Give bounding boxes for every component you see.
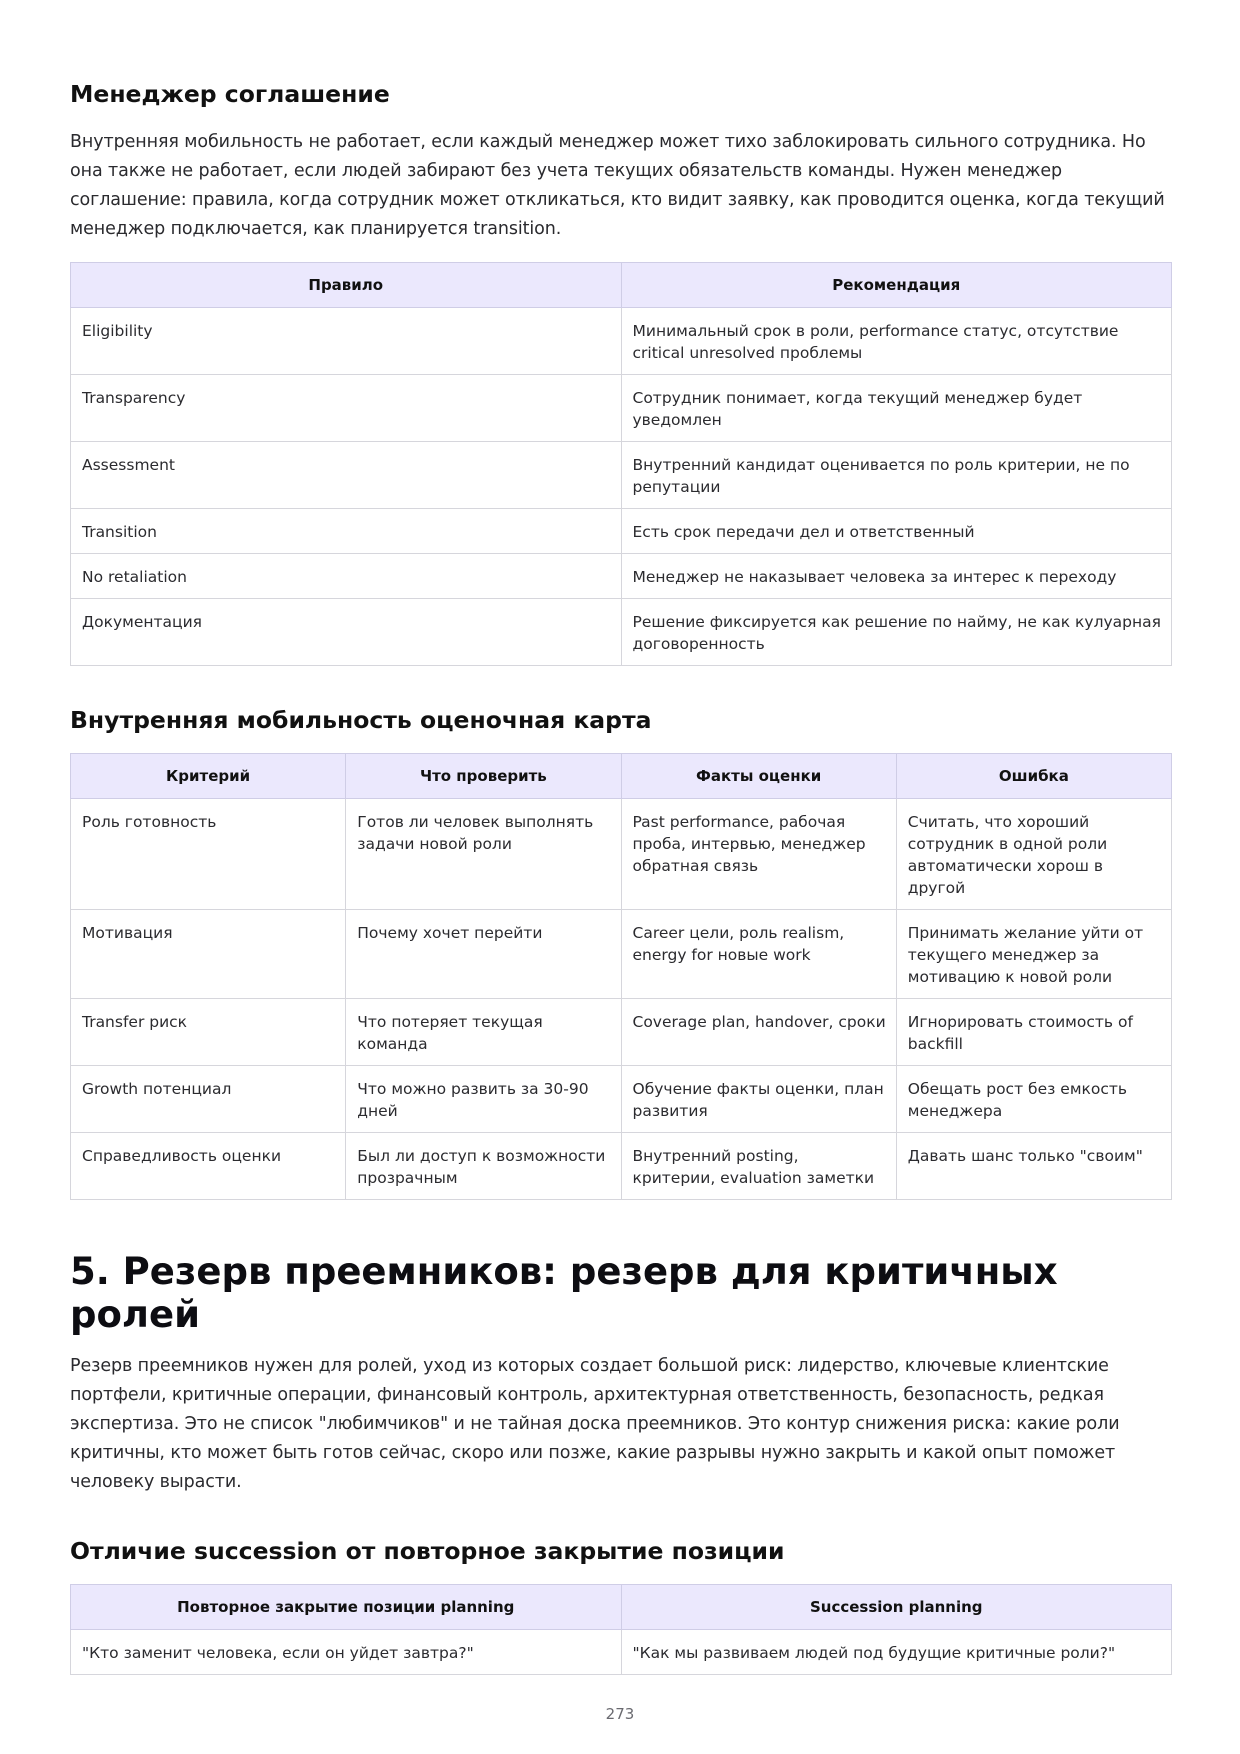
table-cell: Coverage plan, handover, сроки bbox=[621, 999, 896, 1066]
table-cell: Eligibility bbox=[71, 308, 622, 375]
table-cell: Принимать желание уйти от текущего менеджер за мотивацию к новой роли bbox=[896, 910, 1171, 999]
table-row bbox=[71, 442, 1172, 509]
table-row bbox=[71, 999, 1172, 1066]
table-row bbox=[71, 554, 1172, 599]
table-cell: Игнорировать стоимость of backfill bbox=[896, 999, 1171, 1066]
table-row bbox=[71, 1066, 1172, 1133]
succession-paragraph: Резерв преемников нужен для ролей, уход из которых создает большой риск: лидерство, ключевые клиентские портфели, критичные операции, финансовый контроль, архитектурная ответственность, безопасность, редкая экспертиза. Это не список "любимчиков" и не тайная доска преемников. Это контур снижения риска: какие роли критичны, кто может быть готов сейчас, скоро или позже, какие разрывы нужно закрыть и какой опыт поможет человеку вырасти. bbox=[70, 1356, 1120, 1492]
table-cell: Считать, что хороший сотрудник в одной роли автоматически хорош в другой bbox=[896, 799, 1171, 910]
table-row bbox=[71, 599, 1172, 666]
table-header-row bbox=[71, 754, 1172, 799]
table-cell: Что можно развить за 30-90 дней bbox=[346, 1066, 621, 1133]
table-header-row bbox=[71, 263, 1172, 308]
table-row bbox=[71, 799, 1172, 910]
agreement-paragraph: Внутренняя мобильность не работает, если каждый менеджер может тихо заблокировать сильного сотрудника. Но она также не работает, если людей забирают без учета текущих обязательств команды. Нужен менеджер соглашение: правила, когда сотрудник может откликаться, кто видит заявку, как проводится оценка, когда текущий менеджер подключается, как планируется transition. bbox=[70, 132, 1165, 239]
table-cell: Transparency bbox=[71, 375, 622, 442]
table-row bbox=[71, 375, 1172, 442]
table-cell: Внутренний posting, критерии, evaluation заметки bbox=[621, 1133, 896, 1200]
section-heading-difference: Отличие succession от повторное закрытие позиции bbox=[70, 1537, 785, 1565]
page-number: 273 bbox=[605, 1705, 635, 1723]
section-heading-scorecard: Внутренняя мобильность оценочная карта bbox=[70, 706, 652, 734]
table-cell: "Кто заменит человека, если он уйдет завтра?" bbox=[71, 1630, 622, 1675]
table-cell: Assessment bbox=[71, 442, 622, 509]
table-cell: Growth потенциал bbox=[71, 1066, 346, 1133]
table-cell: Справедливость оценки bbox=[71, 1133, 346, 1200]
agreement-table bbox=[70, 262, 1172, 666]
table-cell: Что потеряет текущая команда bbox=[346, 999, 621, 1066]
column-header: Факты оценки bbox=[621, 754, 896, 799]
table-cell: Готов ли человек выполнять задачи новой роли bbox=[346, 799, 621, 910]
table-cell: Сотрудник понимает, когда текущий менеджер будет уведомлен bbox=[621, 375, 1172, 442]
chapter-heading-succession: 5. Резерв преемников: резерв для критичных ролей bbox=[70, 1250, 1058, 1336]
table-cell: Есть срок передачи дел и ответственный bbox=[621, 509, 1172, 554]
column-header: Правило bbox=[71, 263, 622, 308]
section-heading-agreement: Менеджер соглашение bbox=[70, 80, 390, 108]
page-content bbox=[70, 80, 1172, 1675]
table-cell: Transition bbox=[71, 509, 622, 554]
table-cell: Был ли доступ к возможности прозрачным bbox=[346, 1133, 621, 1200]
table-cell: "Как мы развиваем людей под будущие критичные роли?" bbox=[621, 1630, 1172, 1675]
table-cell: Давать шанс только "своим" bbox=[896, 1133, 1171, 1200]
column-header: Что проверить bbox=[346, 754, 621, 799]
table-cell: Past performance, рабочая проба, интервью, менеджер обратная связь bbox=[621, 799, 896, 910]
table-cell: Обучение факты оценки, план развития bbox=[621, 1066, 896, 1133]
table-cell: Внутренний кандидат оценивается по роль критерии, не по репутации bbox=[621, 442, 1172, 509]
table-row bbox=[71, 1630, 1172, 1675]
table-row bbox=[71, 509, 1172, 554]
column-header: Повторное закрытие позиции planning bbox=[71, 1585, 622, 1630]
table-cell: Менеджер не наказывает человека за интерес к переходу bbox=[621, 554, 1172, 599]
column-header: Ошибка bbox=[896, 754, 1171, 799]
table-cell: No retaliation bbox=[71, 554, 622, 599]
column-header: Критерий bbox=[71, 754, 346, 799]
table-header-row bbox=[71, 1585, 1172, 1630]
table-row bbox=[71, 1133, 1172, 1200]
table-cell: Минимальный срок в роли, performance статус, отсутствие critical unresolved проблемы bbox=[621, 308, 1172, 375]
table-cell: Почему хочет перейти bbox=[346, 910, 621, 999]
table-row bbox=[71, 910, 1172, 999]
table-cell: Transfer риск bbox=[71, 999, 346, 1066]
table-cell: Решение фиксируется как решение по найму, не как кулуарная договоренность bbox=[621, 599, 1172, 666]
table-row bbox=[71, 308, 1172, 375]
table-cell: Роль готовность bbox=[71, 799, 346, 910]
column-header: Succession planning bbox=[621, 1585, 1172, 1630]
table-cell: Мотивация bbox=[71, 910, 346, 999]
column-header: Рекомендация bbox=[621, 263, 1172, 308]
difference-table bbox=[70, 1584, 1172, 1675]
table-cell: Career цели, роль realism, energy for новые work bbox=[621, 910, 896, 999]
scorecard-table bbox=[70, 753, 1172, 1200]
table-cell: Документация bbox=[71, 599, 622, 666]
table-cell: Обещать рост без емкость менеджера bbox=[896, 1066, 1171, 1133]
